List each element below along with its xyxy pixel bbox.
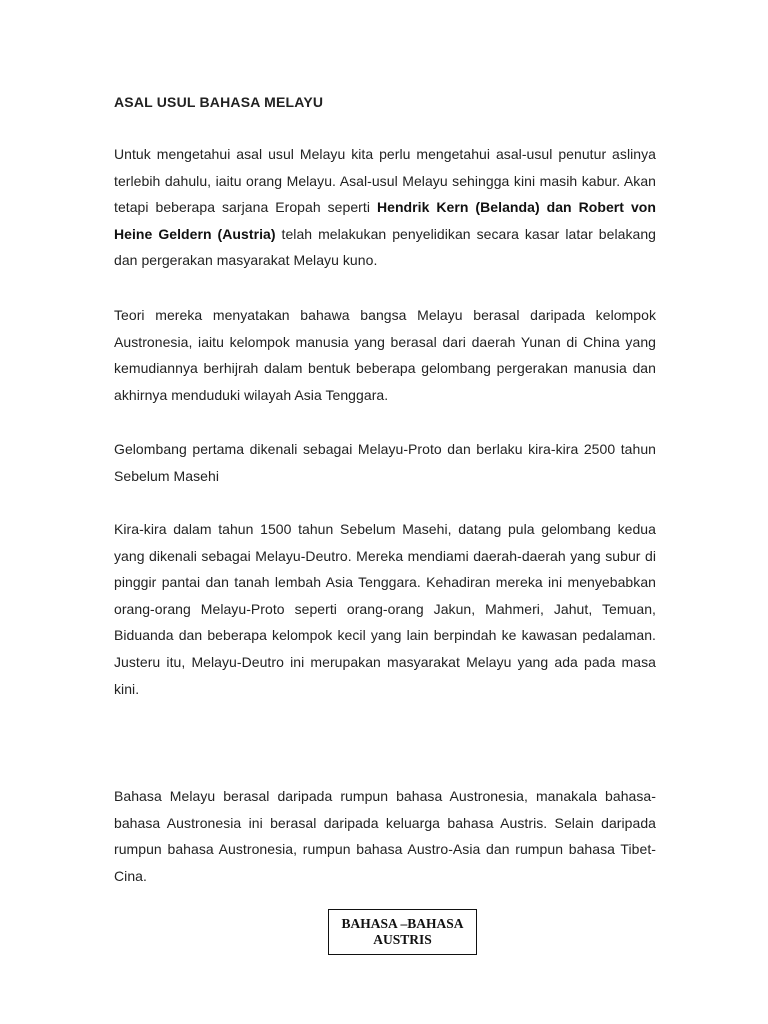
box-label-line1: BAHASA –BAHASA bbox=[341, 916, 464, 931]
paragraph-text: Untuk mengetahui asal usul Melayu kita perlu mengetahui asal-usul penutur aslinya terlebih dahulu, iaitu orang Melayu. Asal-usul Melayu sehingga kini masih kabur. Akan tetapi beberapa sarjana Eropah seperti bbox=[114, 146, 656, 216]
paragraph-second-wave: Kira-kira dalam tahun 1500 tahun Sebelum Masehi, datang pula gelombang kedua yang dikenali sebagai Melayu-Deutro. Mereka mendiami daerah-daerah yang subur di pinggir pantai dan tanah lembah Asia Tenggara. Kehadiran mereka ini menyebabkan orang-orang Melayu-Proto seperti orang-orang Jakun, Mahmeri, Jahut, Temuan, Biduanda dan beberapa kelompok kecil yang lain berpindah ke kawasan pedalaman. Justeru itu, Melayu-Deutro ini merupakan masyarakat Melayu yang ada pada masa kini. bbox=[114, 521, 656, 697]
paragraph-origin-intro bbox=[114, 141, 656, 274]
paragraph-austronesia-theory: Teori mereka menyatakan bahawa bangsa Melayu berasal daripada kelompok Austronesia, iaitu kelompok manusia yang berasal dari daerah Yunan di China yang kemudiannya berhijrah dalam bentuk beberapa gelombang pergerakan manusia dan akhirnya menduduki wilayah Asia Tenggara. bbox=[114, 307, 656, 403]
document-title: ASAL USUL BAHASA MELAYU bbox=[114, 94, 324, 110]
paragraph-language-family: Bahasa Melayu berasal daripada rumpun bahasa Austronesia, manakala bahasa-bahasa Austronesia ini berasal daripada keluarga bahasa Austris. Selain daripada rumpun bahasa Austronesia, rumpun bahasa Austro-Asia dan rumpun bahasa Tibet-Cina. bbox=[114, 788, 656, 884]
box-label-line2: AUSTRIS bbox=[373, 932, 432, 947]
austris-family-box bbox=[328, 909, 477, 955]
paragraph-text: telah melakukan penyelidikan secara kasar latar belakang dan pergerakan masyarakat Melayu kuno. bbox=[114, 225, 656, 269]
scholar-names-bold: Hendrik Kern (Belanda) dan Robert von Heine Geldern (Austria) bbox=[114, 199, 656, 242]
paragraph-first-wave: Gelombang pertama dikenali sebagai Melayu-Proto dan berlaku kira-kira 2500 tahun Sebelum Masehi bbox=[114, 441, 656, 484]
